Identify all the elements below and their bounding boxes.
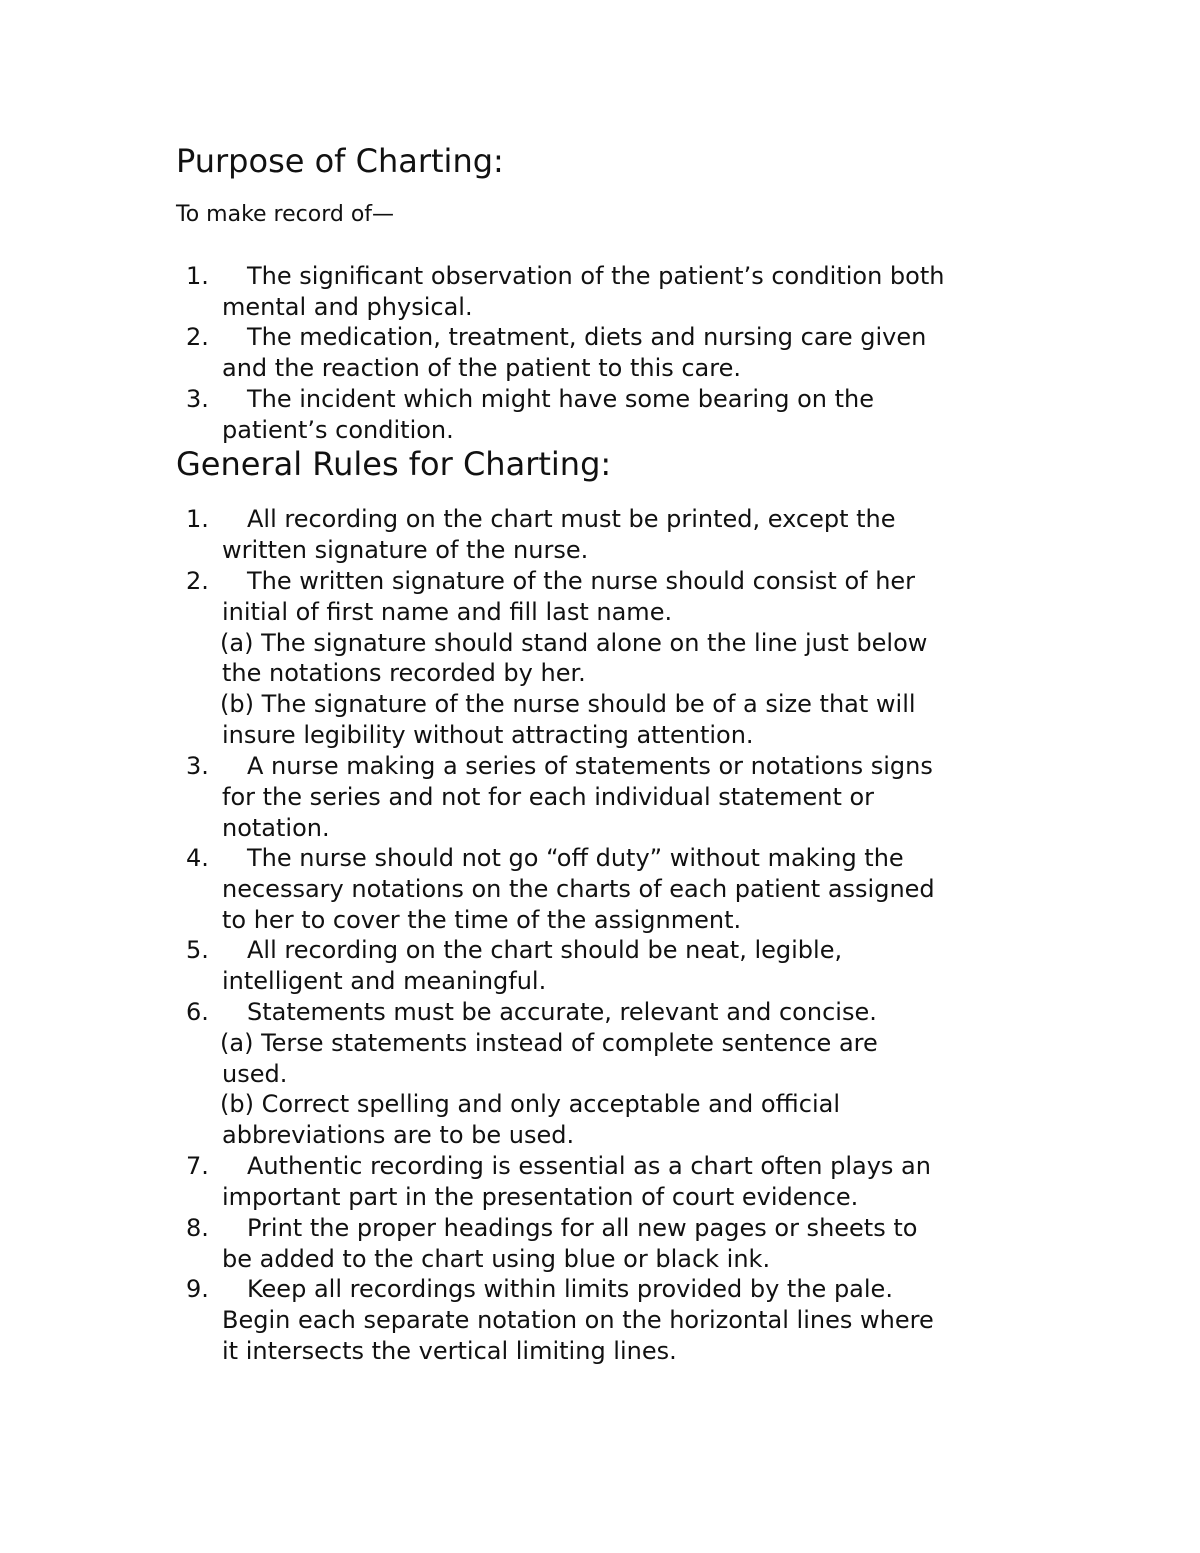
list-item-line: and the reaction of the patient to this care. [222,353,741,382]
list-item-line: Statements must be accurate, relevant and concise. [247,998,877,1026]
list-item-line: The significant observation of the patient’s condition both [247,262,945,290]
list-number: 4. [186,844,209,872]
list-item-line: used. [222,1059,288,1088]
list-item-line: notation. [222,813,330,842]
list-item-line: The incident which might have some bearing on the [247,385,875,413]
purpose-intro: To make record of— [176,202,395,227]
rules-heading: General Rules for Charting: [176,445,612,483]
list-number: 1. [186,505,209,533]
list-item-line: Begin each separate notation on the horizontal lines where [222,1305,934,1334]
list-item-line: The medication, treatment, diets and nursing care given [247,323,927,351]
list-number: 2. [186,323,209,351]
list-item-line: All recording on the chart should be neat, legible, [247,936,843,964]
list-item-line: mental and physical. [222,292,473,321]
list-item-line: the notations recorded by her. [222,659,586,688]
list-item-line: Authentic recording is essential as a chart often plays an [247,1152,931,1180]
list-item-line: written signature of the nurse. [222,535,589,564]
list-item-line: The written signature of the nurse should consist of her [247,567,916,595]
list-item-line: insure legibility without attracting attention. [222,721,754,749]
list-item-line: (a) The signature should stand alone on the line just below [220,628,928,657]
list-item-line: The nurse should not go “off duty” without making the [247,844,904,872]
list-number: 1. [186,262,209,290]
list-item-line: (b) Correct spelling and only acceptable and official [220,1090,840,1119]
list-item-line: (a) Terse statements instead of complete sentence are [220,1028,878,1057]
list-number: 9. [186,1275,209,1303]
list-number: 2. [186,567,209,595]
list-item-line: initial of first name and fill last name. [222,597,673,626]
list-number: 3. [186,385,209,413]
list-number: 5. [186,936,209,964]
list-item-line: Print the proper headings for all new pages or sheets to [247,1214,918,1242]
list-item-line: (b) The signature of the nurse should be of a size that will [220,690,916,719]
list-item-line: for the series and not for each individual statement or [222,782,875,811]
list-item-line: abbreviations are to be used. [222,1121,575,1150]
list-item-line: patient’s condition. [222,415,454,444]
list-item-line: important part in the presentation of court evidence. [222,1182,859,1211]
list-number: 6. [186,998,209,1026]
list-number: 3. [186,752,209,780]
list-item-line: be added to the chart using blue or black ink. [222,1244,771,1273]
list-number: 7. [186,1152,209,1180]
list-item-line: A nurse making a series of statements or notations signs [247,752,933,780]
list-number: 8. [186,1214,209,1242]
list-item-line: to her to cover the time of the assignment. [222,905,742,934]
list-item-line: Keep all recordings within limits provided by the pale. [247,1275,893,1303]
purpose-heading: Purpose of Charting: [176,142,504,180]
list-item-line: intelligent and meaningful. [222,966,547,995]
list-item-line: necessary notations on the charts of each patient assigned [222,874,935,903]
list-item-line: it intersects the vertical limiting lines. [222,1336,677,1365]
list-item-line: All recording on the chart must be printed, except the [247,505,896,533]
